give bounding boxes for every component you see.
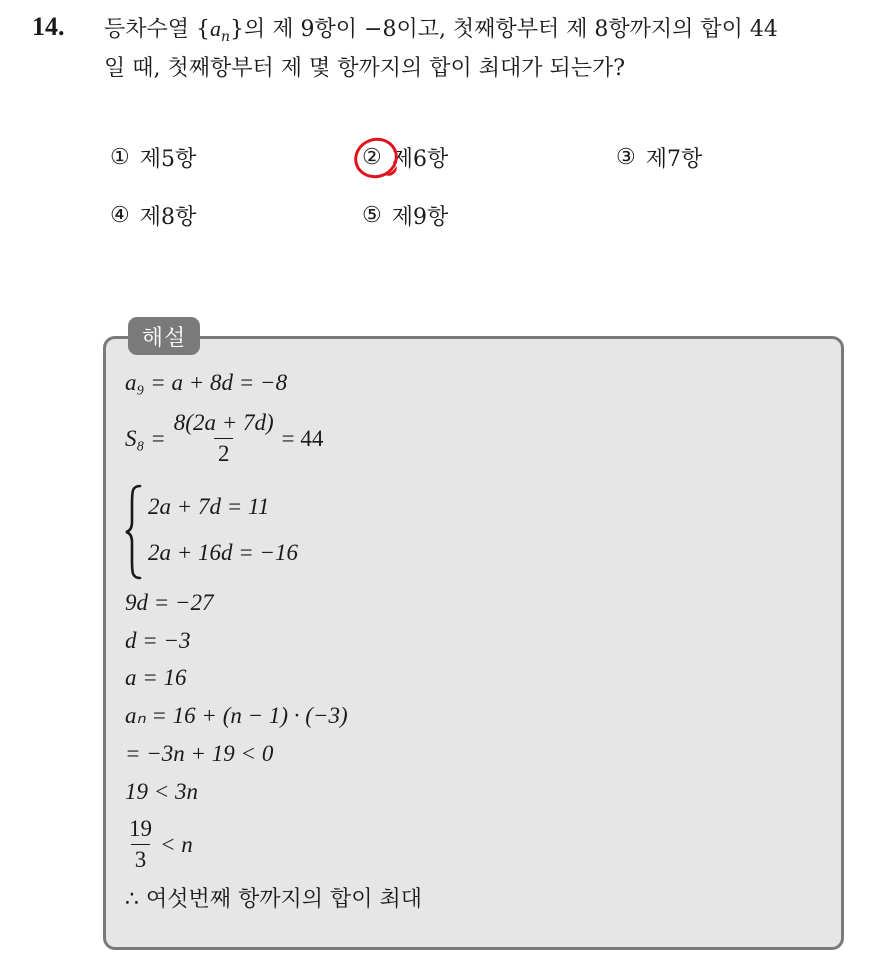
question-line-1 xyxy=(104,12,778,54)
solution-line-8 xyxy=(125,741,273,767)
question-line-1-pre: 등차수열 { xyxy=(104,17,210,42)
solution-line-9 xyxy=(125,779,198,805)
solution-line-10-rhs: < n xyxy=(160,831,193,857)
system-equation-2 xyxy=(148,540,298,566)
solution-line-7 xyxy=(125,703,348,729)
system-equation-2-text: 2a + 16d = −16 xyxy=(148,540,299,565)
choice-2-label: 제6항 xyxy=(391,146,449,172)
choice-1-label: 제5항 xyxy=(139,146,197,172)
choice-5-number: ⑤ xyxy=(362,202,382,228)
fraction-19-numerator: 19 xyxy=(129,816,152,841)
system-equation-1 xyxy=(148,494,269,520)
fraction-denominator: 2 xyxy=(214,438,234,469)
choice-3[interactable] xyxy=(616,137,702,177)
solution-line-6-text: a = 16 xyxy=(125,665,187,690)
solution-conclusion: ∴ 여섯번째 항까지의 합이 최대 xyxy=(125,887,422,912)
choice-4[interactable] xyxy=(110,195,196,235)
solution-line-1 xyxy=(125,370,287,396)
choice-2-number-text: ② xyxy=(362,144,382,170)
question-line-2: 일 때, 첫째항부터 제 몇 항까지의 합이 최대가 되는가? xyxy=(104,56,626,81)
choice-5-label: 제9항 xyxy=(391,204,449,230)
choice-2-number xyxy=(362,145,382,170)
left-brace-icon xyxy=(124,484,144,580)
solution-line-2-rhs: = 44 xyxy=(281,425,324,451)
choice-5[interactable] xyxy=(362,195,448,235)
system-equation-1-text: 2a + 7d = 11 xyxy=(148,494,270,519)
fraction-numerator: 8(2a + 7d) xyxy=(173,410,274,435)
choice-3-label: 제7항 xyxy=(645,146,703,172)
solution-line-1-text: a₉ = a + 8d = −8 xyxy=(125,370,288,395)
solution-line-4 xyxy=(125,590,214,616)
solution-line-4-text: 9d = −27 xyxy=(125,590,214,615)
question-var: a xyxy=(210,16,221,41)
solution-line-5 xyxy=(125,628,191,654)
choice-4-number: ④ xyxy=(110,202,130,228)
solution-line-10 xyxy=(125,814,193,875)
red-circle-mark xyxy=(349,132,403,184)
solution-line-2-fraction xyxy=(170,408,278,469)
solution-line-10-fraction xyxy=(125,814,156,875)
solution-line-6 xyxy=(125,665,187,691)
fraction-3-denominator: 3 xyxy=(131,844,151,875)
solution-line-7-text: aₙ = 16 + (n − 1) · (−3) xyxy=(125,703,348,728)
solution-line-2 xyxy=(125,408,323,469)
explanation-tab: 해설 xyxy=(128,317,200,355)
question-var-sub: n xyxy=(221,29,231,45)
choice-3-number: ③ xyxy=(616,144,636,170)
solution-line-2-lhs: S₈ = xyxy=(125,425,166,451)
choice-1[interactable] xyxy=(110,137,196,177)
question-line-1-post: }의 제 9항이 −8이고, 첫째항부터 제 8항까지의 합이 44 xyxy=(230,17,778,42)
solution-line-8-text: = −3n + 19 < 0 xyxy=(125,741,274,766)
choice-1-number: ① xyxy=(110,144,130,170)
choice-2[interactable] xyxy=(362,137,448,177)
question-number: 14. xyxy=(32,12,65,41)
choice-4-label: 제8항 xyxy=(139,204,197,230)
solution-line-9-text: 19 < 3n xyxy=(125,779,199,804)
solution-line-5-text: d = −3 xyxy=(125,628,191,653)
